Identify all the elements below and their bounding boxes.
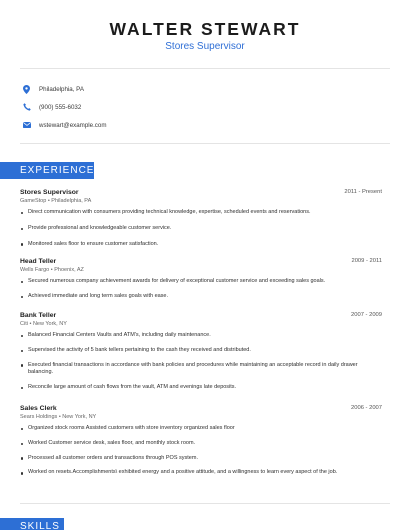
list-item: Monitored sales floor to ensure customer satisfaction. [20,241,382,249]
candidate-name: WALTER STEWART [109,19,301,39]
envelope-icon [22,120,31,130]
contact-phone-text: (900) 555-6032 [39,103,82,111]
list-item: Achieved immediate and long term sales goals with ease. [20,293,382,301]
job-dates: 2011 - Present [344,189,382,195]
list-item: Direct communication with consumers providing technical knowledge, expertise, scheduled events and reservations. [20,209,382,217]
job-bullets [20,209,382,248]
job-company: Citi • New York, NY [20,321,67,327]
job-bullets [20,425,382,477]
job-title: Sales Clerk [20,405,57,412]
contact-location [22,83,84,95]
list-item: Secured numerous company achievement awards for delivery of exceptional customer service and exceeding sales goals. [20,278,382,286]
job-title: Bank Teller [20,312,57,319]
list-item: Executed financial transactions in accordance with bank policies and procedures while maintaining an acceptable record in daily drawer balancing. [20,362,382,378]
job-bullets [20,278,382,301]
list-item: Reconcile large amount of cash flows from the vault, ATM and evenings late deposits. [20,384,382,392]
job-dates: 2009 - 2011 [351,258,382,264]
list-item: Worked Customer service desk, sales floor, and monthly stock room. [20,440,382,448]
job-dates: 2007 - 2009 [351,312,382,318]
list-item: Processed all customer orders and transactions through POS system. [20,455,382,463]
experience-entry [20,405,382,477]
section-heading-experience: EXPERIENCE [0,162,94,179]
job-title: Head Teller [20,258,57,265]
contact-email-text: wstewart@example.com [39,121,107,129]
experience-entry [20,189,382,248]
phone-icon [22,102,31,112]
section-heading-skills: SKILLS [0,518,64,530]
divider [20,503,390,504]
job-title: Stores Supervisor [20,189,79,196]
contact-location-text: Philadelphia, PA [39,85,84,93]
divider [20,68,390,69]
job-company: Sears Holdings • New York, NY [20,414,97,420]
job-bullets [20,332,382,392]
list-item: Supervised the activity of 5 bank tellers pertaining to the cash they received and distributed. [20,347,382,355]
candidate-role: Stores Supervisor [165,41,245,52]
list-item: Worked on resets.Accomplishments\ exhibited energy and a positive attitude, and a willingness to learn every aspect of the job. [20,469,382,477]
list-item: Provide professional and knowledgeable customer service. [20,225,382,233]
job-company: Wells Fargo • Phoenix, AZ [20,267,84,273]
list-item: Organized stock rooms Assisted customers with store inventory organized sales floor [20,425,382,433]
divider [20,143,390,144]
experience-entry [20,258,382,301]
list-item: Balanced Financial Centers Vaults and ATM's, including daily maintenance. [20,332,382,340]
contact-email [22,119,107,131]
contact-phone [22,101,81,113]
job-company: GameStop • Philadelphia, PA [20,198,92,204]
experience-entry [20,312,382,392]
job-dates: 2006 - 2007 [351,405,382,411]
location-pin-icon [22,84,31,94]
